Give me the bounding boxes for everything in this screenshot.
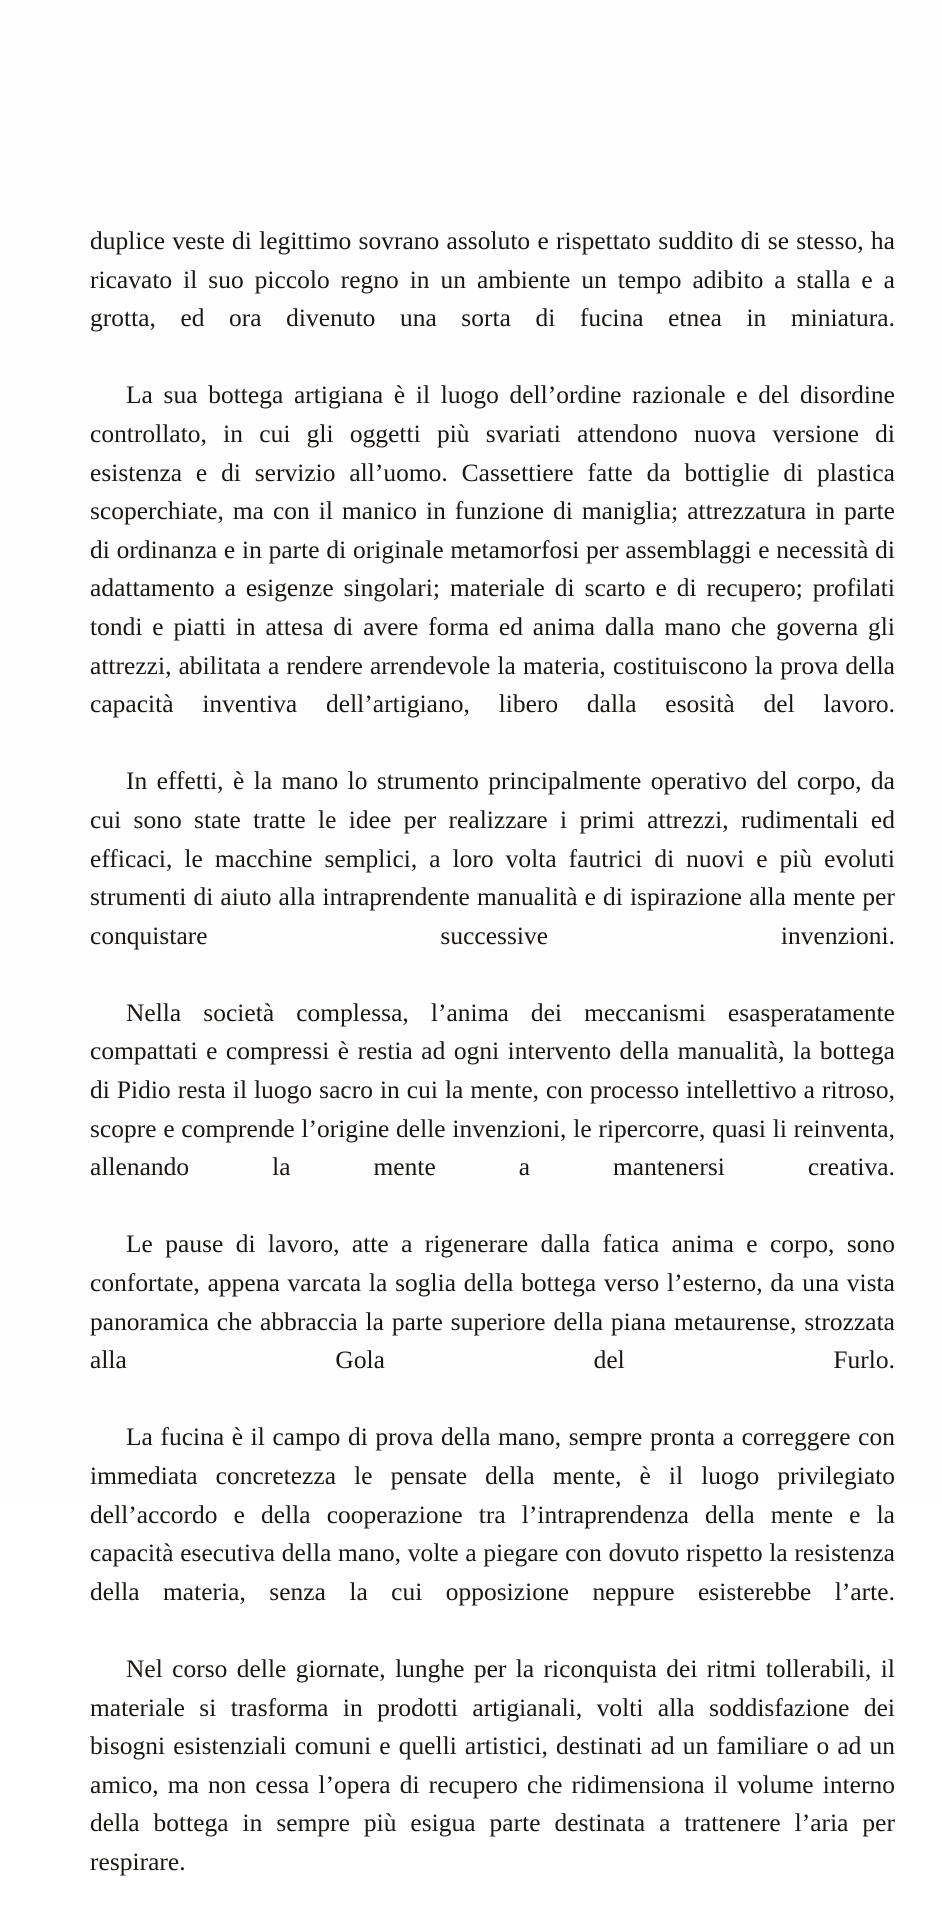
body-text-block [90,222,895,1920]
paragraph: In effetti, è la mano lo strumento principalmente operativo del corpo, da cui sono state tratte le idee per realizzare i primi attrezzi, rudimentali ed efficaci, le macchine semplici, a loro volta fautrici di nuovi e più evoluti strumenti di aiuto alla intraprendente manualità e di ispirazione alla mente per conquistare successive invenzioni. [90,767,895,950]
paragraph: duplice veste di legittimo sovrano assoluto e rispettato suddito di se stesso, ha ricavato il suo piccolo regno in un ambiente un tempo adibito a stalla e a grotta, ed ora divenuto una sorta di fucina etnea in miniatura. [90,227,895,333]
paragraph: La sua bottega artigiana è il luogo dell’ordine razionale e del disordine controllato, in cui gli oggetti più svariati attendono nuova versione di esistenza e di servizio all’uomo. Cassettiere fatte da bottiglie di plastica scoperchiate, ma con il manico in funzione di maniglia; attrezzatura in parte di ordinanza e in parte di originale metamorfosi per assemblaggi e necessità di adattamento a esigenze singolari; materiale di scarto e di recupero; profilati tondi e piatti in attesa di avere forma ed anima dalla mano che governa gli attrezzi, abilitata a rendere arrendevole la materia, costituiscono la prova della capacità inventiva dell’artigiano, libero dalla esosità del lavoro. [90,381,895,719]
paragraph: La fucina è il campo di prova della mano, sempre pronta a correggere con immediata concretezza le pensate della mente, è il luogo privilegiato dell’accordo e della cooperazione tra l’intraprendenza della mente e la capacità esecutiva della mano, volte a piegare con dovuto rispetto la resistenza della materia, senza la cui opposizione neppure esisterebbe l’arte. [90,1423,895,1606]
paragraph: Nel corso delle giornate, lunghe per la riconquista dei ritmi tollerabili, il materiale si trasforma in prodotti artigianali, volti alla soddisfazione dei bisogni esistenziali comuni e quelli artistici, destinati ad un familiare o ad un amico, ma non cessa l’opera di recupero che ridimensiona il volume interno della bottega in sempre più esigua parte destinata a trattenere l’aria per respirare. [90,1654,895,1876]
paragraph: Le pause di lavoro, atte a rigenerare dalla fatica anima e corpo, sono confortate, appena varcata la soglia della bottega verso l’esterno, da una vista panoramica che abbraccia la parte superiore della piana metaurense, strozzata alla Gola del Furlo. [90,1230,895,1375]
paragraph: Nella società complessa, l’anima dei meccanismi esasperatamente compattati e compressi è restia ad ogni intervento della manualità, la bottega di Pidio resta il luogo sacro in cui la mente, con processo intellettivo a ritroso, scopre e comprende l’origine delle invenzioni, le ripercorre, quasi li reinventa, allenando la mente a mantenersi creativa. [90,998,895,1182]
